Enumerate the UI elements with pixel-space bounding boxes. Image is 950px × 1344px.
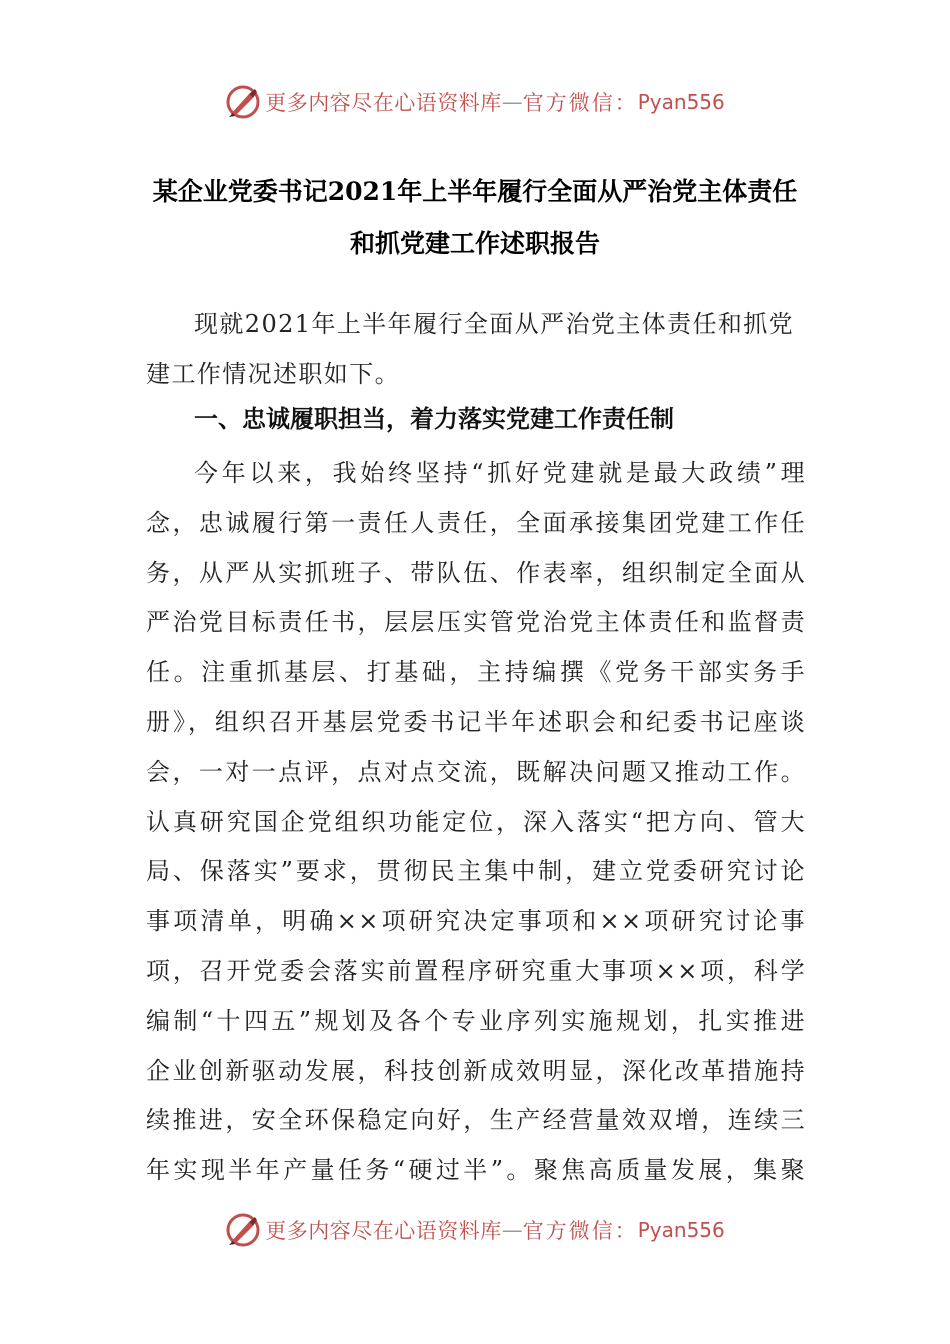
paragraph-line: 认真研究国企党组织功能定位，深入落实“把方向、管大 [146, 807, 806, 836]
watermark-text: 更多内容尽在心语资料库 [265, 1219, 502, 1243]
paragraph-line: 年实现半年产量任务“硬过半”。聚焦高质量发展，集聚 [146, 1156, 806, 1185]
paragraph-line: 任。注重抓基层、打基础，主持编撰《党务干部实务手 [146, 658, 806, 687]
paragraph-line: 册》，组织召开基层党委书记半年述职会和纪委书记座谈 [146, 707, 806, 736]
paragraph-line: 项，召开党委会落实前置程序研究重大事项××项，科学 [146, 956, 806, 985]
document-title-line2: 和抓党建工作述职报告 [349, 229, 600, 258]
watermark-separator: — [501, 90, 523, 114]
watermark-banner-top [0, 82, 950, 122]
paragraph-line: 事项清单，明确××项研究决定事项和××项研究讨论事 [146, 907, 806, 936]
watermark-wechat-id: Pyan556 [637, 1218, 725, 1242]
section-paragraph [146, 449, 806, 1196]
pen-logo-icon [225, 84, 261, 120]
paragraph-line: 企业创新驱动发展，科技创新成效明显，深化改革措施持 [146, 1056, 806, 1085]
paragraph-line: 念，忠诚履行第一责任人责任，全面承接集团党建工作任 [146, 508, 806, 537]
watermark-wechat-label: 官方微信： [522, 1219, 638, 1243]
pen-logo-icon [225, 1212, 261, 1248]
document-title-line1: 某企业党委书记2021年上半年履行全面从严治党主体责任 [152, 177, 798, 206]
intro-line2: 建工作情况述职如下。 [146, 359, 400, 388]
intro-paragraph [146, 300, 806, 400]
paragraph-line: 编制“十四五”规划及各个专业序列实施规划，扎实推进 [146, 1006, 806, 1035]
paragraph-line: 续推进，安全环保稳定向好，生产经营量效双增，连续三 [146, 1106, 806, 1135]
watermark-wechat-id: Pyan556 [637, 90, 725, 114]
paragraph-line: 务，从严从实抓班子、带队伍、作表率，组织制定全面从 [146, 558, 806, 587]
watermark-separator: — [501, 1218, 523, 1242]
paragraph-line: 会，一对一点评，点对点交流，既解决问题又推动工作。 [146, 757, 806, 786]
watermark-wechat-label: 官方微信： [522, 91, 638, 115]
watermark-text: 更多内容尽在心语资料库 [265, 91, 502, 115]
paragraph-line: 局、保落实”要求，贯彻民主集中制，建立党委研究讨论 [146, 857, 806, 886]
intro-line1: 现就2021年上半年履行全面从严治党主体责任和抓党 [194, 310, 795, 338]
paragraph-line: 严治党目标责任书，层层压实管党治党主体责任和监督责 [146, 608, 806, 637]
watermark-banner-bottom [0, 1210, 950, 1250]
section-heading: 一、忠诚履职担当，着力落实党建工作责任制 [194, 405, 674, 433]
paragraph-line: 今年以来，我始终坚持“抓好党建就是最大政绩”理 [194, 459, 806, 487]
